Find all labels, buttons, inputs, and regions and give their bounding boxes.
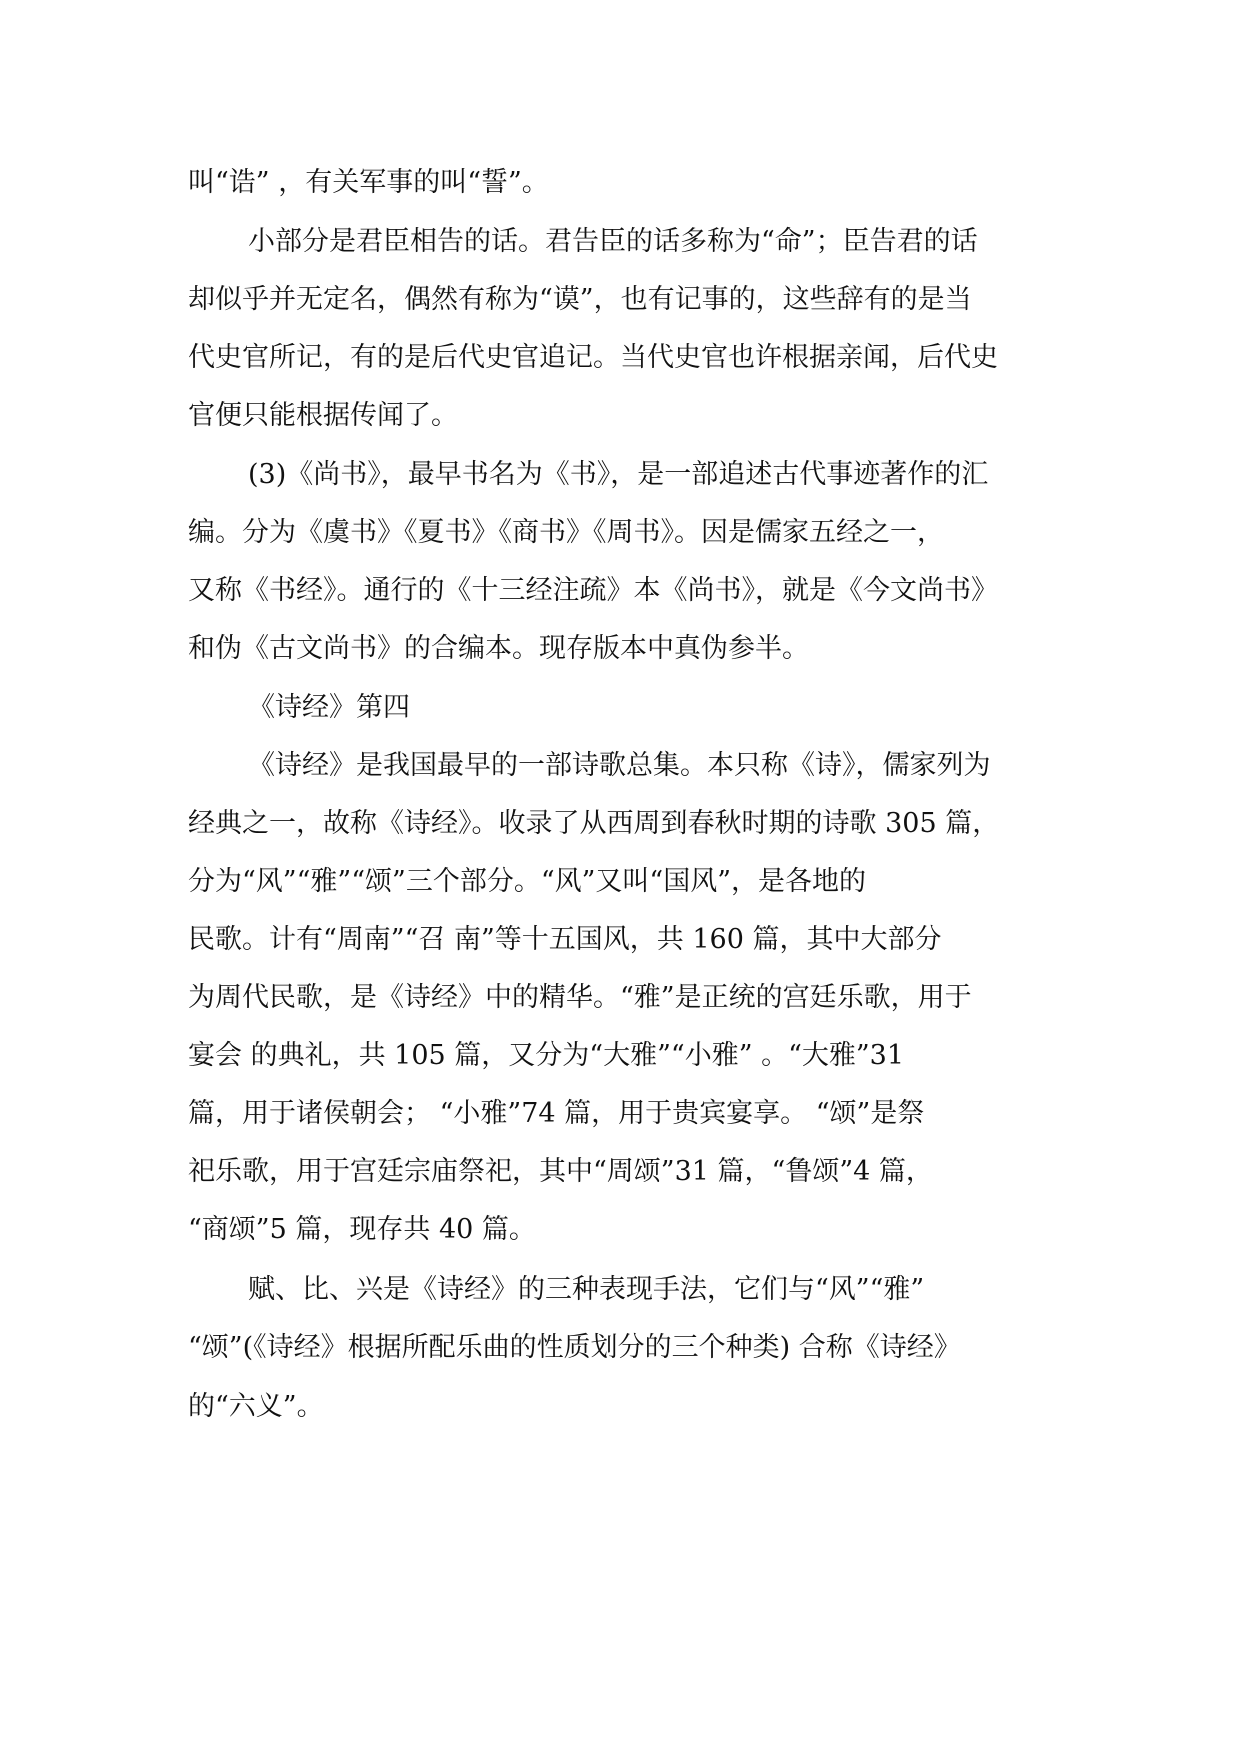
text-line: (3)《尚书》，最早书名为《书》，是一部追述古代事迹著作的汇 bbox=[248, 459, 989, 490]
text-line: 小部分是君臣相告的话。君告臣的话多称为“命”；臣告君的话 bbox=[248, 226, 978, 257]
text-line: 分为“风”“雅”“颂”三个部分。“风”又叫“国风”，是各地的 bbox=[188, 866, 867, 897]
text-line: 《诗经》是我国最早的一部诗歌总集。本只称《诗》，儒家列为 bbox=[248, 750, 991, 781]
text-line: 经典之一，故称《诗经》。收录了从西周到春秋时期的诗歌 305 篇， bbox=[188, 808, 1000, 839]
text-line: 篇，用于诸侯朝会； “小雅”74 篇，用于贵宾宴享。 “颂”是祭 bbox=[188, 1098, 925, 1129]
text-line: 叫“诰” ，有关军事的叫“誓”。 bbox=[188, 167, 549, 198]
text-line: 民歌。计有“周南”“召 南”等十五国风，共 160 篇，其中大部分 bbox=[188, 924, 942, 955]
text-line: 又称《书经》。通行的《十三经注疏》本《尚书》，就是《今文尚书》 bbox=[188, 575, 998, 606]
text-line: 赋、比、兴是《诗经》的三种表现手法，它们与“风”“雅” bbox=[248, 1274, 925, 1305]
text-line: 的“六义”。 bbox=[188, 1391, 324, 1422]
text-line: 和伪《古文尚书》的合编本。现存版本中真伪参半。 bbox=[188, 633, 809, 664]
text-line: 代史官所记，有的是后代史官追记。当代史官也许根据亲闻，后代史 bbox=[188, 342, 998, 373]
text-line: “颂”(《诗经》根据所配乐曲的性质划分的三个种类) 合称《诗经》 bbox=[188, 1332, 961, 1363]
text-line: 却似乎并无定名，偶然有称为“谟”，也有记事的，这些辞有的是当 bbox=[188, 284, 972, 315]
text-line: 官便只能根据传闻了。 bbox=[188, 400, 458, 431]
text-line: “商颂”5 篇，现存共 40 篇。 bbox=[188, 1214, 536, 1245]
text-line: 编。分为《虞书》《夏书》《商书》《周书》。因是儒家五经之一， bbox=[188, 517, 944, 548]
text-line: 祀乐歌，用于宫廷宗庙祭祀，其中“周颂”31 篇，“鲁颂”4 篇， bbox=[188, 1156, 933, 1187]
text-line: 宴会 的典礼，共 105 篇，又分为“大雅”“小雅” 。“大雅”31 bbox=[188, 1040, 905, 1071]
text-line: 为周代民歌，是《诗经》中的精华。“雅”是正统的宫廷乐歌，用于 bbox=[188, 982, 972, 1013]
section-heading: 《诗经》第四 bbox=[248, 692, 410, 723]
